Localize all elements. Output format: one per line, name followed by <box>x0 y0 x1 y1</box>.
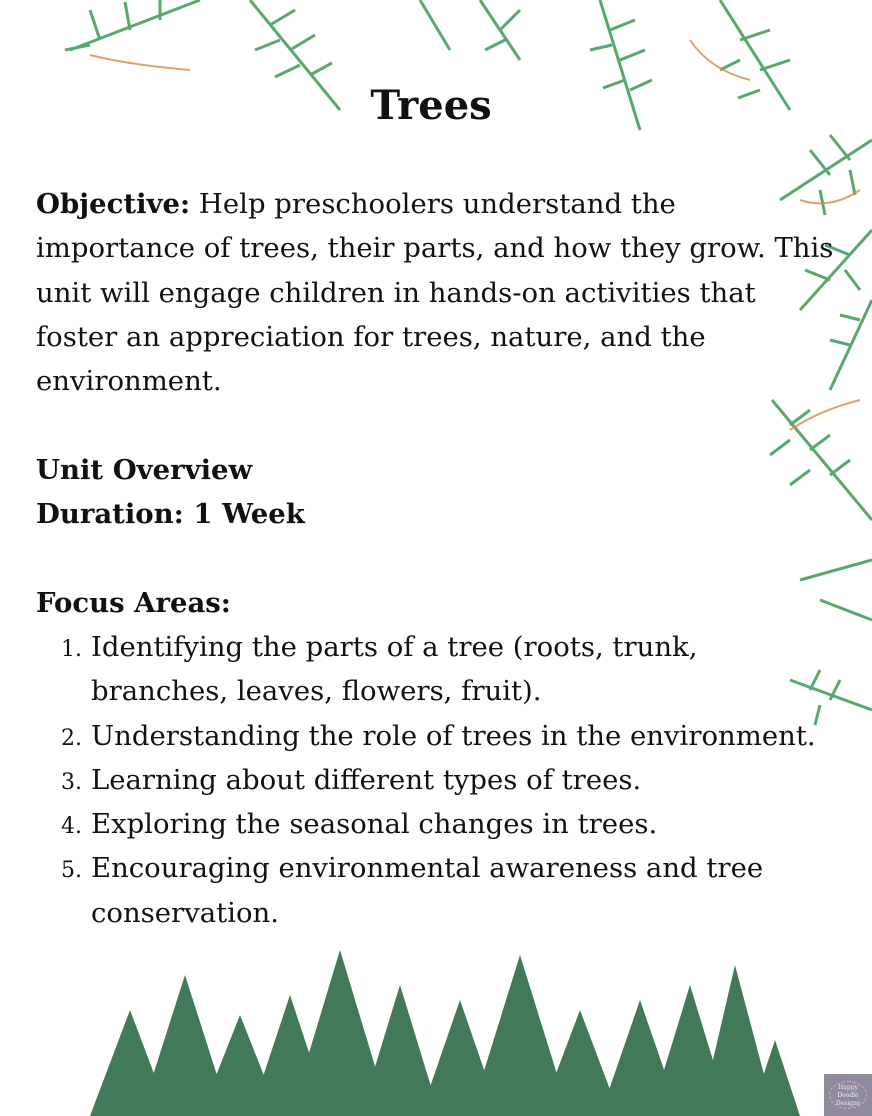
objective-text: Help preschoolers understand the importance of trees, their parts, and how they grow. This unit will engage children in hands-on activities that foster an appreciation for trees, nature, and the environment. <box>36 188 834 398</box>
list-item: 4. Exploring the seasonal changes in trees. <box>89 802 836 846</box>
focus-areas-list <box>36 625 836 935</box>
list-item: 1. Identifying the parts of a tree (roots, trunk, branches, leaves, flowers, fruit). <box>89 625 836 714</box>
page-title: Trees <box>370 82 492 129</box>
focus-areas-heading: Focus Areas: <box>36 586 231 619</box>
unit-overview-heading: Unit Overview <box>36 453 253 486</box>
list-item: 2. Understanding the role of trees in the environment. <box>89 714 836 758</box>
list-item: 5. Encouraging environmental awareness and tree conservation. <box>89 846 836 935</box>
document-body <box>36 182 836 935</box>
objective-paragraph <box>36 182 836 403</box>
list-item: 3. Learning about different types of trees. <box>89 758 836 802</box>
brand-logo: Happy Doodle Designs <box>824 1074 872 1116</box>
duration: Duration: 1 Week <box>36 498 305 531</box>
objective-label: Objective: <box>36 188 191 220</box>
